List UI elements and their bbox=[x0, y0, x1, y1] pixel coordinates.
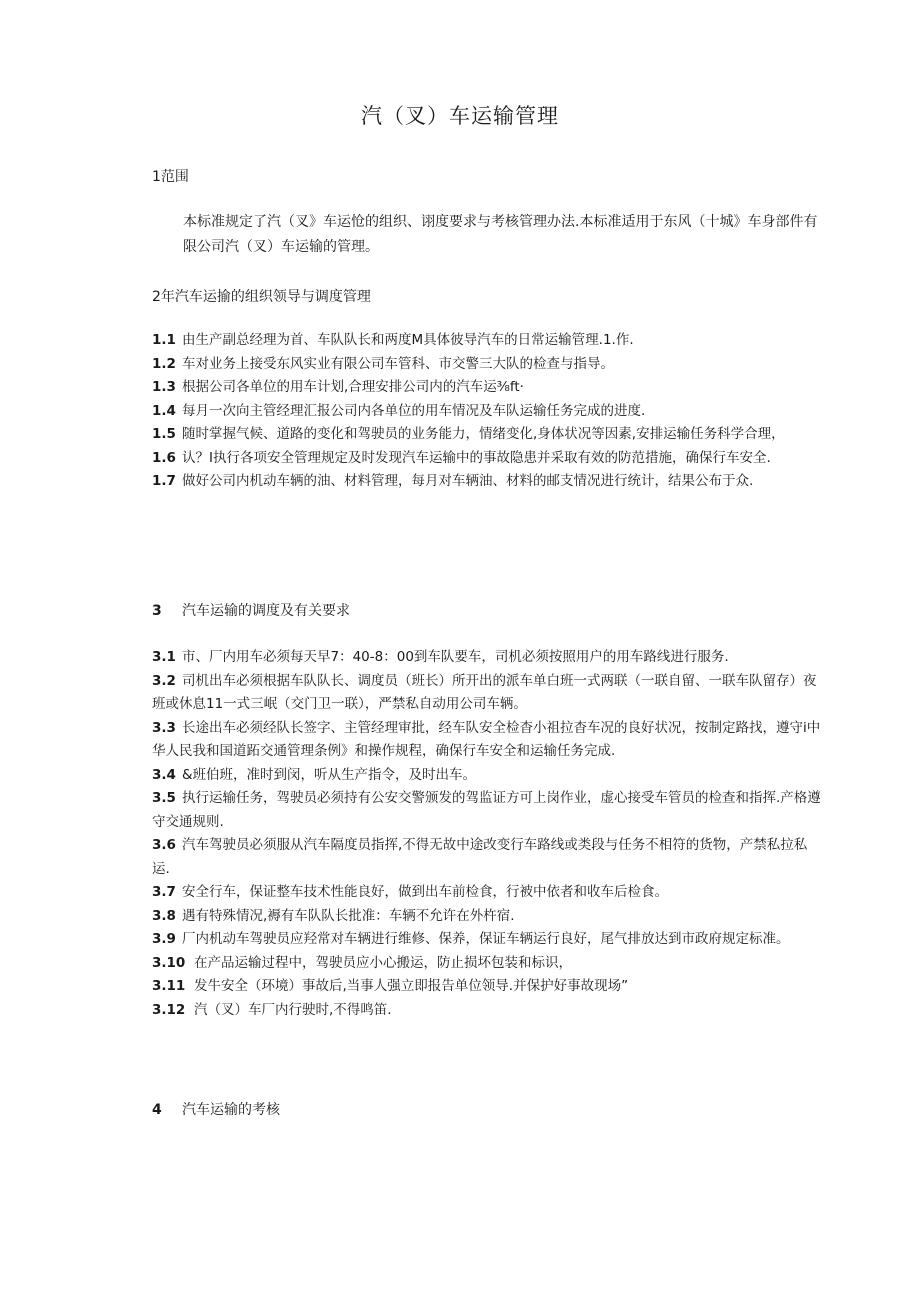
section-2-heading bbox=[152, 286, 371, 306]
item-text: 在产品运输过程中，驾驶员应小心搬运，防止损坏包装和标识， bbox=[194, 954, 572, 971]
item-text: 司机出车必须根据车队队长、调度员（班长）所开出的派车单白班一式两联（一联自留、一联车队留存）夜班或休息11一式三岷（交门卫一联），严禁私自动用公司车辆。 bbox=[152, 672, 817, 712]
item-number: 3.7 bbox=[152, 884, 176, 900]
section-1-body: 本标准规定了汽（叉》车运怆的组织、诩度要求与考核管理办法.本标准适用于东风（十城》车身部件有限公司汽（叉）车运输的管理。 bbox=[183, 214, 818, 255]
item-text: 长途出车必须经队长签字、主管经理审批，经车队安全检杳小祖拉杳车况的良好状况，按制定路找，遵守i中华人民我和国道跖交通管理条例》和操作规程，确保行车安全和运输任务完成. bbox=[152, 719, 821, 759]
list-item bbox=[152, 470, 822, 494]
list-item bbox=[152, 952, 822, 976]
list-item bbox=[152, 353, 822, 377]
list-item bbox=[152, 670, 822, 717]
list-item bbox=[152, 764, 822, 788]
section-3-number: 3 bbox=[152, 603, 162, 619]
item-text: 安全行车，保证整车技术性能良好，做到出车前检食，行被中依者和收车后检食。 bbox=[182, 884, 668, 900]
list-item bbox=[152, 999, 822, 1023]
list-item bbox=[152, 834, 822, 881]
item-number: 3.1 bbox=[152, 649, 176, 665]
list-item bbox=[152, 646, 822, 670]
section-3-list bbox=[152, 646, 822, 1022]
list-item bbox=[152, 717, 822, 764]
item-text: 汽（叉）车厂内行驶时,不得鸣笛. bbox=[194, 1001, 392, 1018]
item-text: 汽车驾驶员必须服从汽车隔度员指挥,不得无故中途改变行车路线或类段与任务不相符的货物，产禁私拉私运. bbox=[152, 837, 808, 877]
item-text: 随时掌握气候、道路的变化和驾驶员的业务能力，情绪变化,身体状况等因素,安排运输任务科学合理， bbox=[182, 426, 785, 442]
list-item bbox=[152, 376, 822, 400]
section-4-number: 4 bbox=[152, 1102, 162, 1118]
section-2-heading-text: 2年汽车运揄的组织领导与调度管理 bbox=[152, 289, 371, 305]
item-text: 厂内机动车驾驶员应羟常对车辆进行维修、保养，保证车辆运行良好，尾气排放达到市政府规定标准。 bbox=[182, 931, 790, 947]
section-3-heading bbox=[152, 600, 350, 620]
section-4-heading-text: 汽车运输的考核 bbox=[182, 1102, 280, 1118]
item-text: 由生产副总经理为首、车队队长和两度M具体彼导汽车的日常运输管理.1.作. bbox=[182, 332, 634, 348]
item-number: 3.2 bbox=[152, 672, 176, 689]
item-text: 市、厂内用车必须每天早7：40-8：00到车队要车，司机必须按照用户的用车路线进行服务. bbox=[182, 649, 729, 665]
item-number: 3.12 bbox=[152, 1001, 186, 1018]
list-item bbox=[152, 928, 822, 952]
item-text: 每月一次向主管经理汇报公司内各单位的用车情况及车队运输任务完成的进度. bbox=[182, 402, 646, 419]
item-number: 1.6 bbox=[152, 449, 176, 466]
item-text: 车对业务上接受东风实业有限公司车管科、市交警三大队的检查与指导。 bbox=[182, 355, 614, 372]
page-title: 汽（叉）车运输管理 bbox=[361, 104, 559, 128]
item-text: &班伯班，准时到闵，听从生产指令，及时出车。 bbox=[182, 766, 477, 783]
section-1-heading-text: 1范围 bbox=[152, 169, 189, 185]
list-item bbox=[152, 905, 822, 929]
section-2-list bbox=[152, 329, 822, 494]
item-number: 3.8 bbox=[152, 907, 176, 924]
item-number: 3.4 bbox=[152, 766, 176, 783]
section-4-heading bbox=[152, 1099, 280, 1119]
item-text: 发牛安全（环境）事故后,当事人强立即报告单位领导.并保护好事故现场” bbox=[194, 978, 629, 994]
item-number: 1.7 bbox=[152, 473, 176, 489]
item-number: 1.2 bbox=[152, 355, 176, 372]
item-number: 1.5 bbox=[152, 426, 176, 442]
item-number: 3.11 bbox=[152, 978, 186, 994]
list-item bbox=[152, 447, 822, 471]
item-number: 3.6 bbox=[152, 837, 176, 853]
section-1-heading bbox=[152, 166, 189, 186]
item-text: 做好公司内机动车辆的油、材料管理，每月对车辆油、材料的邮支情况进行统计，结果公布于众. bbox=[182, 473, 754, 489]
item-number: 3.10 bbox=[152, 954, 186, 971]
item-number: 1.3 bbox=[152, 379, 176, 395]
list-item bbox=[152, 975, 822, 999]
item-number: 3.9 bbox=[152, 931, 176, 947]
list-item bbox=[152, 881, 822, 905]
section-3-heading-text: 汽车运输的调度及有关要求 bbox=[182, 603, 350, 619]
item-text: 执行运输任务，驾驶员必须持有公安交警颁发的驾监证方可上岗作业，虚心接受车管员的检查和指挥.产格遵守交通规则. bbox=[152, 790, 821, 830]
list-item bbox=[152, 329, 822, 353]
item-text: 认？I执行各项安全管理规定及时发现汽车运输中的事故隐患并采取有效的防范措施，确保行车安全. bbox=[182, 449, 771, 466]
item-number: 1.4 bbox=[152, 402, 176, 419]
item-number: 3.5 bbox=[152, 790, 176, 806]
item-number: 1.1 bbox=[152, 332, 176, 348]
list-item bbox=[152, 787, 822, 834]
list-item bbox=[152, 400, 822, 424]
item-text: 根据公司各单位的用车计划,合理安排公司内的汽车运⅜ft· bbox=[182, 379, 524, 395]
item-text: 遇有特殊情况,褥有车队队长批准：车辆不允许在外杵宿. bbox=[182, 907, 515, 924]
list-item bbox=[152, 423, 822, 447]
item-number: 3.3 bbox=[152, 719, 176, 736]
